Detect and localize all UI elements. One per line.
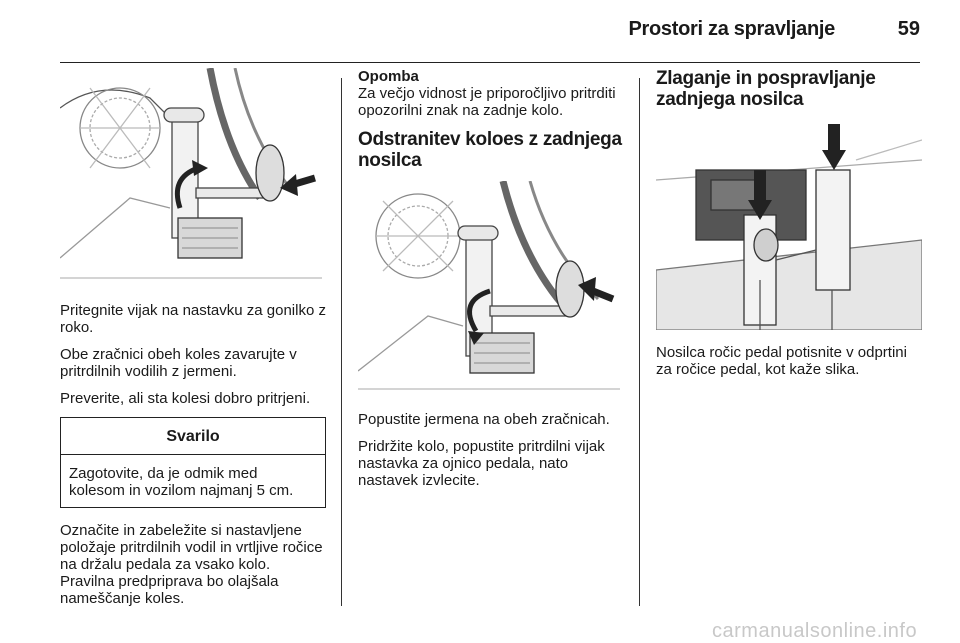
column-3 bbox=[656, 68, 926, 388]
bike-removal-illustration bbox=[358, 181, 620, 399]
note-title: Opomba bbox=[358, 68, 419, 85]
section-title: Prostori za spravljanje bbox=[628, 18, 835, 40]
section-heading: Zlaganje in pospravljanje zadnjega nosilca bbox=[656, 68, 876, 110]
paragraph: Obe zračnici obeh koles zavarujte v pritrdilnih vodilih z jermeni. bbox=[60, 346, 297, 380]
section-heading: Odstranitev koloes z zadnjega nosilca bbox=[358, 129, 622, 171]
note-text: Za večjo vidnost je priporočljivo pritrditi opozorilni znak na zadnje kolo. bbox=[358, 85, 616, 119]
paragraph: Označite in zabeležite si nastavljene položaje pritrdilnih vodil in vrtljive ročice na držalu pedala za vsako kolo. Pravilna predpriprava bo olajšala nameščanje koles. bbox=[60, 522, 323, 607]
column-divider bbox=[639, 78, 640, 606]
watermark: carmanualsonline.info bbox=[712, 620, 918, 642]
page-number: 59 bbox=[897, 18, 920, 40]
warning-text: Zagotovite, da je odmik med kolesom in vozilom najmanj 5 cm. bbox=[69, 465, 294, 499]
paragraph: Popustite jermena na obeh zračnicah. bbox=[358, 411, 610, 428]
paragraph: Nosilca ročic pedal potisnite v odprtini za ročice pedal, kot kaže slika. bbox=[656, 344, 907, 378]
page-header bbox=[60, 0, 920, 63]
warning-title: Svarilo bbox=[61, 418, 325, 455]
paragraph: Pridržite kolo, popustite pritrdilni vijak nastavka za ojnico pedala, nato nastavek izvlecite. bbox=[358, 438, 605, 489]
bike-carrier-pedal-clamp-illustration bbox=[60, 68, 322, 290]
paragraph: Pritegnite vijak na nastavku za gonilko z roko. bbox=[60, 302, 326, 336]
paragraph: Preverite, ali sta kolesi dobro pritrjeni. bbox=[60, 390, 311, 407]
carrier-folding-illustration bbox=[656, 120, 922, 330]
column-1 bbox=[60, 68, 326, 617]
column-2 bbox=[358, 68, 624, 499]
note bbox=[358, 68, 624, 119]
column-divider bbox=[341, 78, 342, 606]
warning-box bbox=[60, 417, 326, 508]
